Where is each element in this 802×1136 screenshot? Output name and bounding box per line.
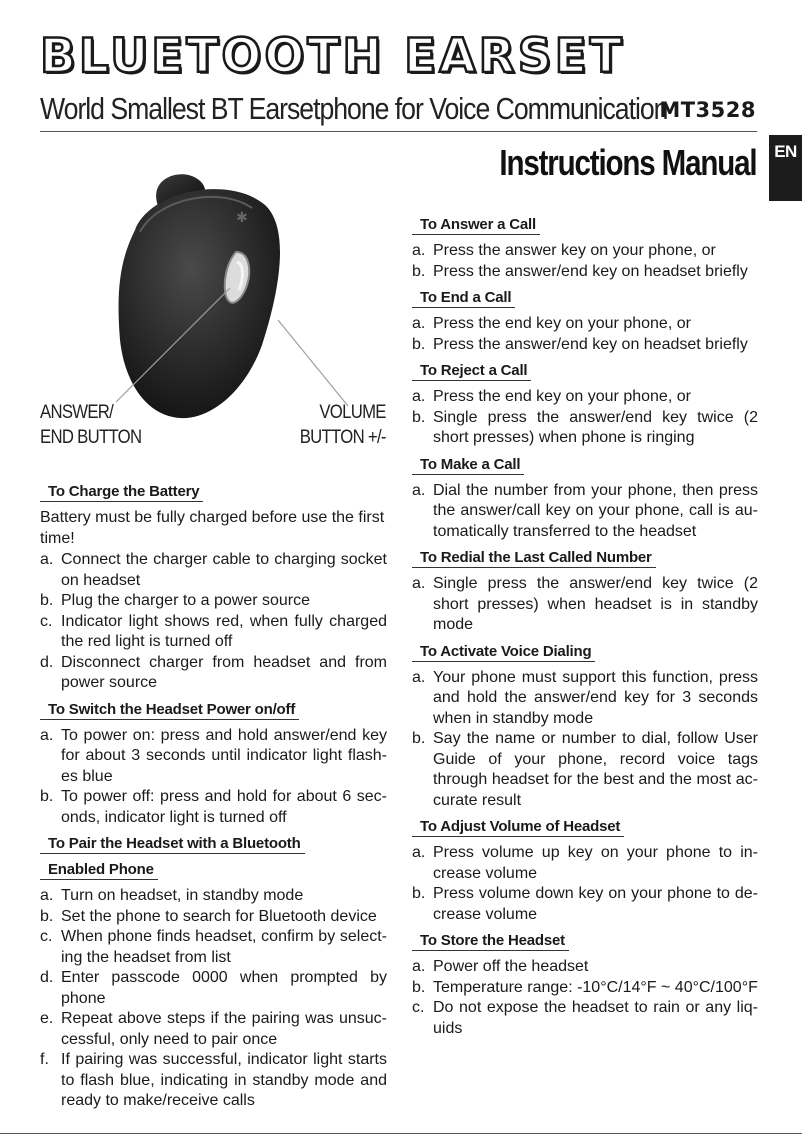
callout-volume: VOLUME BUTTON +/- [299,402,386,448]
section-end-call [412,285,758,355]
list-item: b. Press the answer/end key on headset briefly [412,335,748,353]
bluetooth-icon: ✱ [236,210,248,226]
list-item: b. Single press the answer/end key twice (2 short presses) when phone is ringing [412,408,758,446]
list-item: a. Power off the headset [412,958,589,975]
manual-title: Instructions Manual [498,142,756,183]
list-item: d. Enter passcode 0000 when prompted by phone [40,969,387,1007]
list-item: a. Press volume up key on your phone to increase volume [412,844,758,882]
section-heading: To Redial the Last Called Number [412,548,656,568]
list-item: c. Indicator light shows red, when fully charged the red light is turned off [40,612,387,650]
section-heading: To Store the Headset [412,931,569,951]
section-heading: To Answer a Call [412,215,540,235]
volume-leader-line [278,320,348,406]
right-column [412,212,758,1042]
section-heading: To Pair the Headset with a Bluetooth [40,834,305,854]
list-item: b. Say the name or number to dial, follow User Guide of your phone, record voice tags through headset for the best and the most accurate result [412,730,758,809]
section-adjust-volume [412,814,758,925]
section-heading: To Activate Voice Dialing [412,642,595,662]
list-item: c. Do not expose the headset to rain or any liquids [412,999,758,1037]
list-item: b. Set the phone to search for Bluetooth device [40,907,377,925]
list-item: e. Repeat above steps if the pairing was unsuccessful, only need to pair once [40,1010,387,1048]
list-item: f. If pairing was successful, indicator light starts to flash blue, indicating in standby mode and ready to make/receive calls [40,1051,387,1109]
section-heading-continued: Enabled Phone [40,860,158,880]
list-item: d. Disconnect charger from headset and from power source [40,653,387,691]
list-item: a. Dial the number from your phone, then press the answer/call key on your phone, call is automatically transferred to the headset [412,481,758,540]
left-column [40,479,387,1115]
section-heading: To Make a Call [412,455,524,475]
list-item: b. Press the answer/end key on headset briefly [412,262,748,280]
list-item: a. Connect the charger cable to charging socket on headset [40,551,387,589]
section-power-on-off [40,697,387,829]
list-item: a. Press the answer key on your phone, or [412,242,716,259]
section-heading: To Charge the Battery [40,482,203,502]
list-item: a. Press the end key on your phone, or [412,315,691,332]
header-divider [40,131,757,132]
model-number: MT3528 [659,98,756,122]
section-make-call [412,452,758,543]
section-heading: To Switch the Headset Power on/off [40,700,299,720]
brand-title: BLUETOOTH EARSET [40,29,625,84]
section-heading: To Reject a Call [412,361,531,381]
section-store-headset [412,928,758,1039]
section-charge-battery [40,479,387,694]
list-item: c. When phone finds headset, confirm by selecting the headset from list [40,928,387,966]
list-item: a. Single press the answer/end key twice (2 short presses) when headset is in standby mode [412,575,758,633]
list-item: b. Temperature range: -10°C/14°F ~ 40°C/100°F [412,978,758,996]
section-heading: To Adjust Volume of Headset [412,817,624,837]
list-item: a. Turn on headset, in standby mode [40,887,304,904]
section-pairing [40,831,387,1112]
list-item: b. Press volume down key on your phone to decrease volume [412,885,758,923]
list-item: b. To power off: press and hold for about 6 seconds, indicator light is turned off [40,788,387,826]
section-intro: Battery must be fully charged before use the first time! [40,509,385,547]
list-item: b. Plug the charger to a power source [40,592,311,609]
section-reject-call [412,358,758,449]
earset-body [119,189,280,418]
list-item: a. To power on: press and hold answer/end key for about 3 seconds until indicator light flashes blue [40,726,387,785]
subtitle: World Smallest BT Earsetphone for Voice Communication [40,91,668,126]
list-item: a. Press the end key on your phone, or [412,388,691,405]
section-answer-call [412,212,758,282]
section-redial [412,545,758,636]
section-heading: To End a Call [412,288,515,308]
list-item: a. Your phone must support this function, press and hold the answer/end key for 3 seconds when in standby mode [412,668,758,727]
callout-answer-end: ANSWER/ END BUTTON [40,402,142,448]
language-tab: EN [769,135,802,201]
section-voice-dialing [412,639,758,812]
footer-divider [0,1133,802,1134]
